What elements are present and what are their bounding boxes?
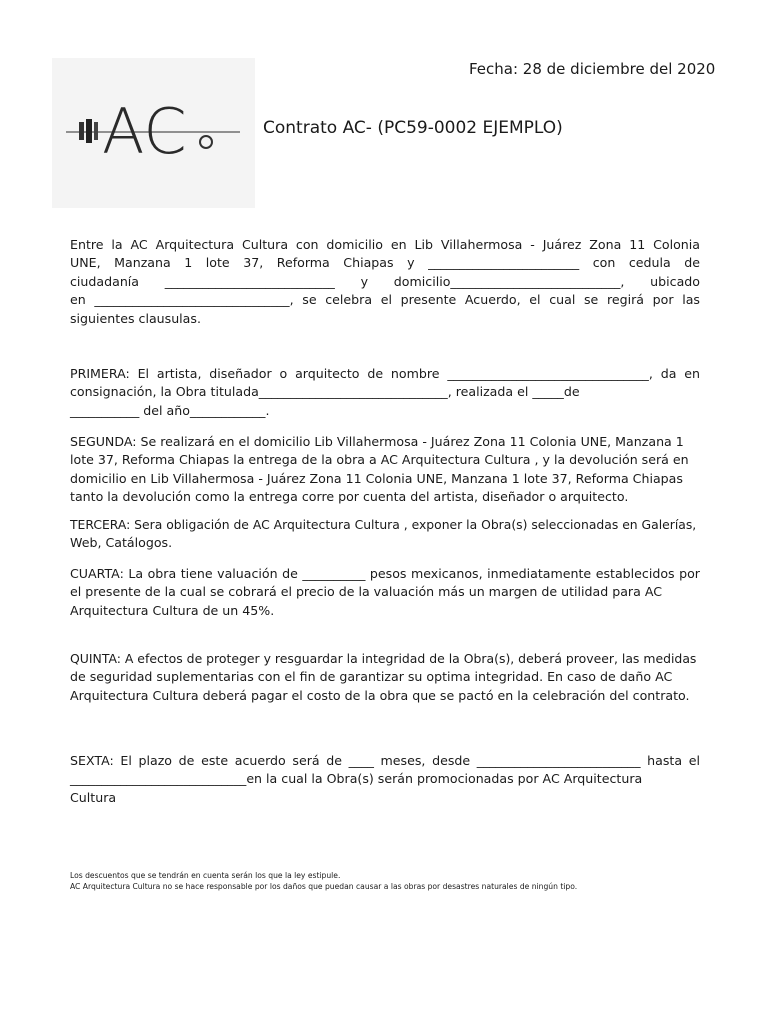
clause-line: Arquitectura Cultura deberá pagar el costo de la obra que se pactó en la celebración del contrato.: [70, 687, 690, 703]
contract-title: Contrato AC- (PC59-0002 EJEMPLO): [263, 118, 563, 138]
clause-line: UNE, Manzana 1 lote 37, Reforma Chiapas y ________________________ con cedula de: [70, 255, 700, 271]
clause-cuarta: [70, 565, 700, 620]
clause-line: PRIMERA: El artista, diseñador o arquitecto de nombre ________________________________, da en: [70, 366, 700, 381]
clause-quinta: [70, 650, 700, 705]
clause-line: Arquitectura Cultura de un 45%.: [70, 602, 275, 618]
clause-line: en _______________________________, se celebra el presente Acuerdo, el cual se regirá por las: [70, 292, 700, 308]
clause-line: CUARTA: La obra tiene valuación de __________ pesos mexicanos, inmediatamente establecidos por: [70, 566, 700, 581]
clause-line: Cultura: [70, 789, 117, 805]
clause-line: tanto la devolución como la entrega corre por cuenta del artista, diseñador o arquitecto.: [70, 489, 629, 505]
footnote: AC Arquitectura Cultura no se hace responsable por los daños que puedan causar a las obras por desastres naturales de ningún tipo.: [70, 882, 578, 891]
clause-line: consignación, la Obra titulada______________________________, realizada el _____de: [70, 384, 580, 400]
clause-line: QUINTA: A efectos de proteger y resguardar la integridad de la Obra(s), deberá proveer, las medidas: [70, 651, 697, 666]
clause-line: ____________________________en la cual la Obra(s) serán promocionadas por AC Arquitectura: [70, 771, 643, 787]
logo: [52, 58, 255, 208]
clause-line: TERCERA: Sera obligación de AC Arquitectura Cultura , exponer la Obra(s) seleccionadas en Galerías,: [70, 518, 697, 532]
logo-text: AC: [102, 95, 187, 168]
clause-line: lote 37, Reforma Chiapas la entrega de la obra a AC Arquitectura Cultura , y la devolución será en: [70, 452, 689, 468]
ac-logo-icon: [52, 58, 255, 208]
intro-clause: [70, 236, 700, 328]
clause-line: ciudadanía ___________________________ y domicilio___________________________, ubicado: [70, 273, 700, 289]
clause-primera: [70, 365, 700, 420]
clause-line: ___________ del año____________.: [70, 402, 270, 418]
clause-tercera: [70, 516, 700, 553]
clause-line: el presente de la cual se cobrará el precio de la valuación más un margen de utilidad para AC: [70, 584, 663, 600]
clause-line: SEGUNDA: Se realizará en el domicilio Lib Villahermosa - Juárez Zona 11 Colonia UNE, Manzana 1: [70, 434, 684, 449]
clause-sexta: [70, 752, 700, 807]
clause-line: Entre la AC Arquitectura Cultura con domicilio en Lib Villahermosa - Juárez Zona 11 Colonia: [70, 237, 700, 252]
clause-line: SEXTA: El plazo de este acuerdo será de ____ meses, desde __________________________ hasta el: [70, 753, 700, 768]
document-date: Fecha: 28 de diciembre del 2020: [469, 60, 716, 78]
clause-line: siguientes clausulas.: [70, 310, 201, 326]
clause-segunda: [70, 433, 700, 507]
clause-line: de seguridad suplementarias con el fin de garantizar su optima integridad. En caso de daño AC: [70, 669, 673, 685]
clause-line: domicilio en Lib Villahermosa - Juárez Zona 11 Colonia UNE, Manzana 1 lote 37, Reforma Chiapas: [70, 470, 683, 486]
footnotes: [70, 870, 710, 892]
footnote: Los descuentos que se tendrán en cuenta serán los que la ley estipule.: [70, 871, 341, 880]
clause-line: Web, Catálogos.: [70, 535, 173, 551]
